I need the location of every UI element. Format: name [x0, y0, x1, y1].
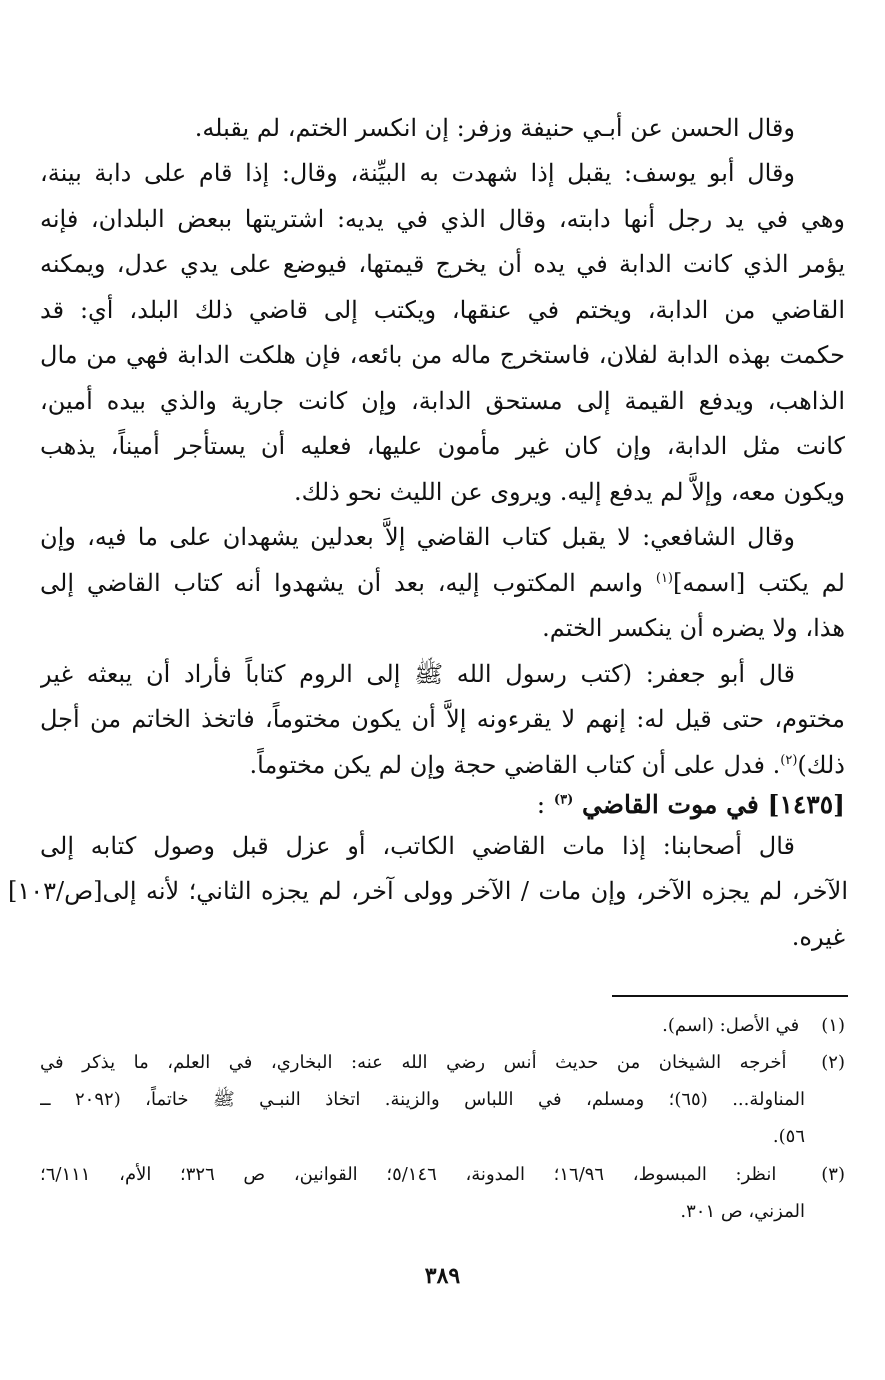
footnote-line: المزني، ص ٣٠١.	[680, 1201, 805, 1222]
section-heading	[537, 782, 845, 828]
body-line: الذاهب، ويدفع القيمة إلى مستحق الدابة، وإن كانت جارية والذي بيده أمين،	[40, 387, 845, 415]
body-line: وقال أبو يوسف: يقبل إذا شهدت به البيِّنة، وقال: إذا قام على دابة بينة،	[40, 159, 795, 187]
body-line: حكمت بهذه الدابة لفلان، فاستخرج ماله من بائعه، فإن هلكت الدابة فهي من مال	[40, 341, 845, 369]
body-line: قال أصحابنا: إذا مات القاضي الكاتب، أو عزل قبل وصول كتابه إلى	[40, 832, 795, 860]
footnote-text: انظر: المبسوط، ١٦/٩٦؛ المدونة، ٥/١٤٦؛ القوانين، ص ٣٢٦؛ الأم، ٦/١١١؛	[40, 1164, 777, 1185]
page-number: ٣٨٩	[424, 1263, 461, 1289]
footnote	[40, 1155, 845, 1195]
footnote-number: (٣)	[821, 1164, 845, 1185]
footnote-number: (٢)	[821, 1052, 845, 1073]
page-reference: [ص/١٠٣]	[8, 877, 103, 905]
footnote	[40, 1043, 845, 1083]
body-line: هذا، ولا يضره أن ينكسر الختم.	[542, 614, 845, 642]
footnote-number: (١)	[821, 1015, 845, 1036]
footnote-text: في الأصل: (اسم).	[662, 1015, 800, 1036]
body-line-segment: الآخر، لم يجزه الآخر، وإن مات / الآخر وولى آخر، لم يجزه الثاني؛ لأنه إلى	[102, 877, 848, 905]
footnote-marker: (٢)	[780, 753, 798, 768]
footnote-line: المناولة... (٦٥)؛ ومسلم، في اللباس والزينة. اتخاذ النبـي ﷺ خاتماً، (٢٠٩٢ ــ	[40, 1089, 805, 1110]
heading-colon: :	[536, 790, 546, 819]
footnote-text: أخرجه الشيخان من حديث أنس رضي الله عنه: البخاري، في العلم، ما يذكر في	[40, 1052, 787, 1073]
body-line: وهي في يد رجل أنها دابته، وقال الذي في يديه: اشتريتها ببعض البلدان، فإنه	[40, 205, 845, 233]
body-line	[8, 868, 848, 914]
body-line-segment: ذلك)	[797, 751, 845, 779]
footnote	[40, 1006, 845, 1046]
body-line: كانت مثل الدابة، وإن كان غير مأمون عليها، فعليه أن يستأجر أميناً، يذهب	[40, 432, 845, 460]
body-line: القاضي من الدابة، ويختم في عنقها، ويكتب إلى قاضي ذلك البلد، أي: قد	[40, 296, 845, 324]
body-line: وقال الحسن عن أبـي حنيفة وزفر: إن انكسر الختم، لم يقبله.	[194, 114, 795, 142]
body-line: غيره.	[791, 923, 845, 951]
footnote-marker: (١)	[655, 571, 673, 586]
footnote-line: ٥٦).	[772, 1126, 805, 1147]
footnote-separator	[612, 995, 848, 997]
body-line: وقال الشافعي: لا يقبل كتاب القاضي إلاَّ بعدلين يشهدان على ما فيه، وإن	[40, 523, 795, 551]
body-line-segment: واسم المكتوب إليه، بعد أن يشهدوا أنه كتاب القاضي إلى	[40, 569, 643, 597]
section-number: [١٤٣٥]	[767, 790, 845, 819]
body-line	[40, 560, 845, 606]
body-line: مختوم، حتى قيل له: إنهم لا يقرءونه إلاَّ أن يكون مختوماً، فاتخذ الخاتم من أجل	[40, 705, 845, 733]
body-line: يؤمر الذي كانت الدابة في يده أن يخرج قيمتها، فيوضع على يدي عدل، ويمكنه	[40, 250, 845, 278]
body-line-segment: لم يكتب [اسمه]	[673, 569, 845, 597]
section-title: في موت القاضي	[581, 790, 759, 819]
footnote-marker: (٣)	[553, 792, 574, 808]
body-line: قال أبو جعفر: (كتب رسول الله ﷺ إلى الروم كتاباً فأراد أن يبعثه غير	[40, 660, 795, 688]
body-line-segment: . فدل على أن كتاب القاضي حجة وإن لم يكن مختوماً.	[249, 751, 781, 779]
body-line: ويكون معه، وإلاَّ لم يدفع إليه. ويروى عن الليث نحو ذلك.	[294, 478, 845, 506]
